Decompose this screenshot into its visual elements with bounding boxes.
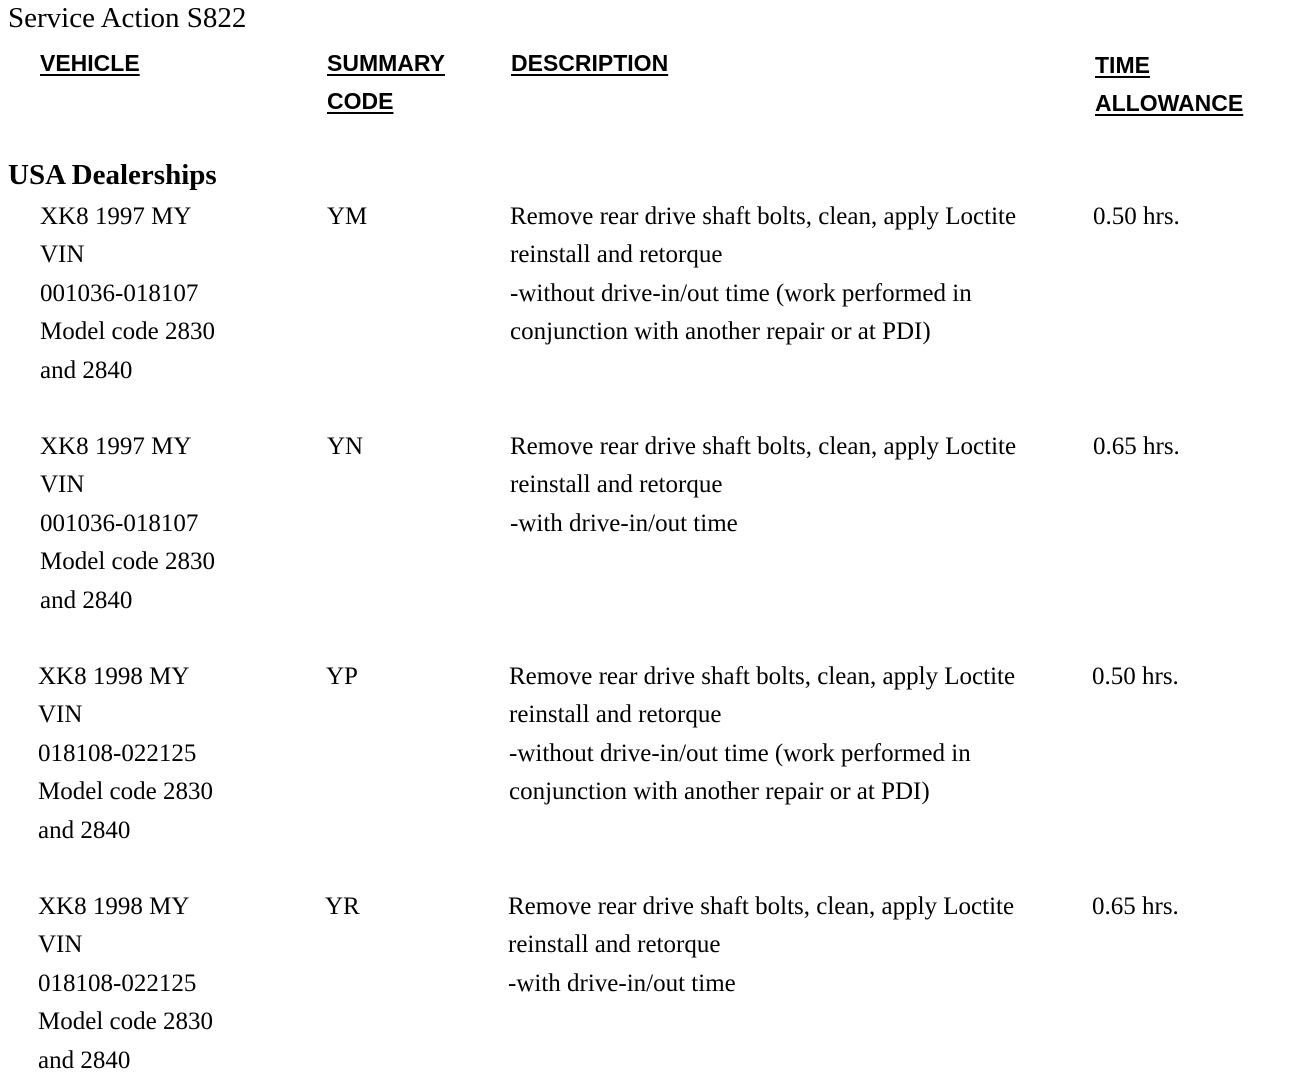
time-allowance-cell: 0.65 hrs. [1093, 433, 1180, 460]
time-allowance-cell: 0.65 hrs. [1092, 893, 1179, 920]
vehicle-line: Model code 2830 [38, 1008, 213, 1036]
header-description [511, 44, 668, 82]
vehicle-cell [40, 198, 215, 390]
header-time-allowance-line-1: TIME [1095, 52, 1150, 78]
description-line: Remove rear drive shaft bolts, clean, apply Loctite [510, 203, 1017, 230]
table-row [0, 888, 1312, 1088]
vehicle-line: and 2840 [38, 1046, 131, 1074]
table-row [0, 198, 1312, 398]
description-line: Remove rear drive shaft bolts, clean, apply Loctite [508, 893, 1015, 920]
header-summary-code-line-1: SUMMARY [327, 50, 445, 76]
vehicle-line: and 2840 [40, 356, 133, 384]
vehicle-line: 001036-018107 [40, 509, 199, 537]
header-time-allowance [1095, 46, 1243, 122]
vehicle-line: VIN [38, 701, 83, 729]
vehicle-line: XK8 1997 MY [40, 433, 192, 460]
description-line: -without drive-in/out time (work performed in [510, 279, 972, 307]
description-line: Remove rear drive shaft bolts, clean, apply Loctite [509, 663, 1016, 690]
summary-code-cell: YN [327, 433, 364, 460]
header-summary-code [327, 44, 445, 120]
header-vehicle [40, 44, 140, 82]
header-time-allowance-line-2: ALLOWANCE [1095, 90, 1244, 116]
vehicle-line: 018108-022125 [38, 969, 197, 997]
vehicle-line: Model code 2830 [40, 318, 215, 346]
description-line: reinstall and retorque [510, 241, 723, 269]
summary-code-cell: YP [326, 663, 358, 690]
vehicle-line: Model code 2830 [40, 548, 215, 576]
description-line: -without drive-in/out time (work performed in [509, 739, 971, 767]
description-line: conjunction with another repair or at PDI) [510, 318, 931, 346]
description-line: reinstall and retorque [509, 701, 722, 729]
summary-code-cell: YM [327, 203, 368, 230]
header-description-line: DESCRIPTION [511, 50, 669, 76]
description-line: -with drive-in/out time [510, 509, 738, 537]
document-title: Service Action S822 [8, 2, 247, 34]
vehicle-cell [38, 888, 213, 1080]
header-vehicle-line: VEHICLE [40, 50, 140, 76]
description-cell [508, 888, 1014, 1003]
time-allowance-cell: 0.50 hrs. [1092, 663, 1179, 690]
vehicle-line: and 2840 [40, 586, 133, 614]
table-row [0, 428, 1312, 628]
vehicle-cell [38, 658, 213, 850]
summary-code-cell: YR [325, 893, 360, 920]
vehicle-line: XK8 1998 MY [38, 663, 190, 690]
description-line: Remove rear drive shaft bolts, clean, apply Loctite [510, 433, 1017, 460]
vehicle-line: 018108-022125 [38, 739, 197, 767]
section-heading: USA Dealerships [8, 159, 217, 191]
description-line: reinstall and retorque [510, 471, 723, 499]
description-line: conjunction with another repair or at PDI) [509, 778, 930, 806]
vehicle-line: 001036-018107 [40, 279, 199, 307]
description-line: -with drive-in/out time [508, 969, 736, 997]
description-cell [509, 658, 1015, 812]
vehicle-line: Model code 2830 [38, 778, 213, 806]
vehicle-line: XK8 1997 MY [40, 203, 192, 230]
table-row [0, 658, 1312, 858]
vehicle-line: VIN [40, 241, 85, 269]
time-allowance-cell: 0.50 hrs. [1093, 203, 1180, 230]
vehicle-line: and 2840 [38, 816, 131, 844]
description-cell [510, 198, 1016, 352]
description-line: reinstall and retorque [508, 931, 721, 959]
vehicle-line: XK8 1998 MY [38, 893, 190, 920]
vehicle-line: VIN [38, 931, 83, 959]
vehicle-cell [40, 428, 215, 620]
header-summary-code-line-2: CODE [327, 88, 394, 114]
description-cell [510, 428, 1016, 543]
vehicle-line: VIN [40, 471, 85, 499]
